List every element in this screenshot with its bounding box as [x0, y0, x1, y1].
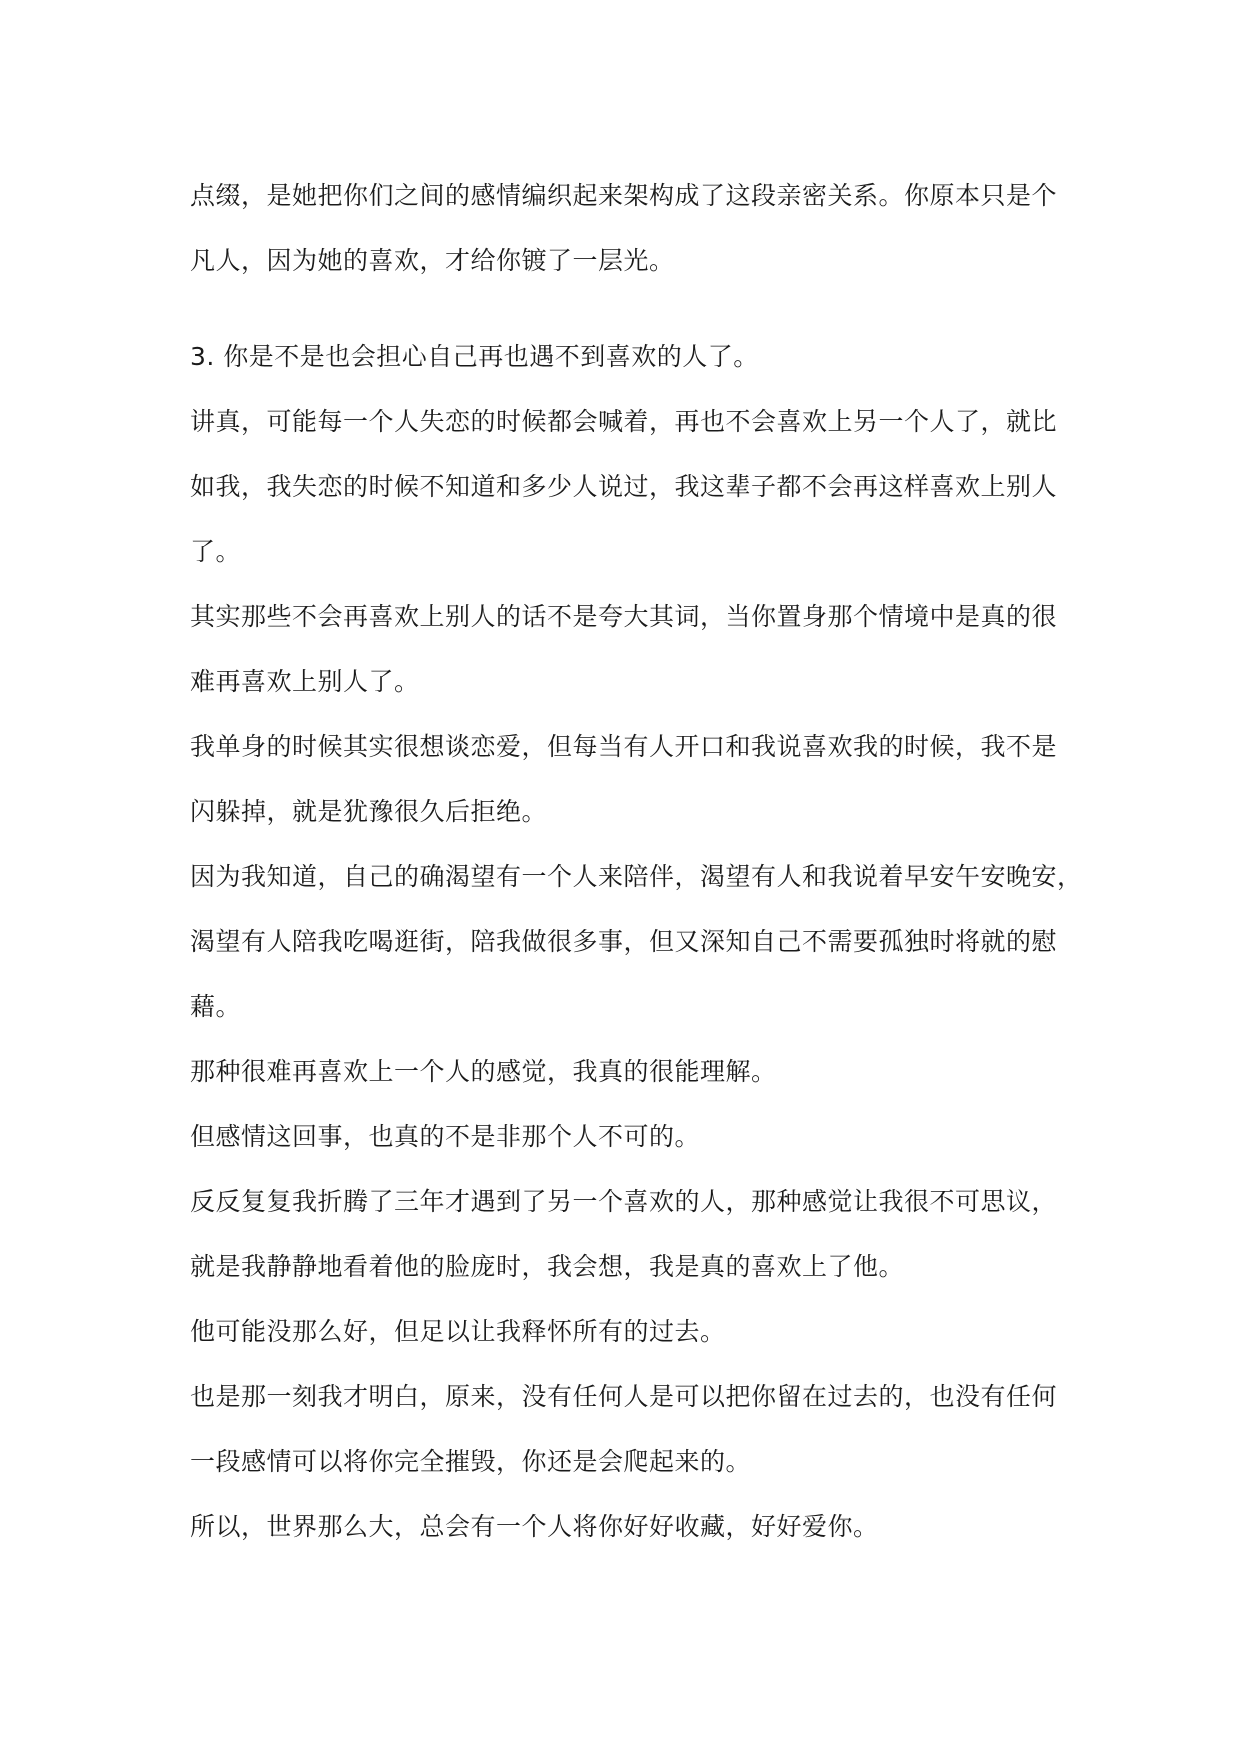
text-line: 我单身的时候其实很想谈恋爱，但每当有人开口和我说喜欢我的时候，我不是: [190, 732, 1058, 761]
text-line: 凡人，因为她的喜欢，才给你镀了一层光。: [190, 246, 675, 275]
text-line: 闪躲掉，就是犹豫很久后拒绝。: [190, 797, 548, 826]
text-line: 讲真，可能每一个人失恋的时候都会喊着，再也不会喜欢上另一个人了，就比: [190, 407, 1058, 436]
text-line: 一段感情可以将你完全摧毁，你还是会爬起来的。: [190, 1447, 752, 1476]
text-line: 但感情这回事，也真的不是非那个人不可的。: [190, 1122, 701, 1151]
text-line: 了。: [190, 537, 242, 566]
text-line: 难再喜欢上别人了。: [190, 667, 420, 696]
text-line: 如我，我失恋的时候不知道和多少人说过，我这辈子都不会再这样喜欢上别人: [190, 472, 1058, 501]
text-line: 所以，世界那么大，总会有一个人将你好好收藏，好好爱你。: [190, 1512, 879, 1541]
text-line: 也是那一刻我才明白，原来，没有任何人是可以把你留在过去的，也没有任何: [190, 1382, 1058, 1411]
text-line: 因为我知道，自己的确渴望有一个人来陪伴，渴望有人和我说着早安午安晚安，: [190, 862, 1083, 891]
text-line: 点缀，是她把你们之间的感情编织起来架构成了这段亲密关系。你原本只是个: [190, 181, 1058, 210]
text-line: 反反复复我折腾了三年才遇到了另一个喜欢的人，那种感觉让我很不可思议，: [190, 1187, 1058, 1216]
section-heading: 3. 你是不是也会担心自己再也遇不到喜欢的人了。: [190, 342, 759, 371]
text-line: 那种很难再喜欢上一个人的感觉，我真的很能理解。: [190, 1057, 777, 1086]
text-line: 其实那些不会再喜欢上别人的话不是夸大其词，当你置身那个情境中是真的很: [190, 602, 1058, 631]
text-line: 藉。: [190, 992, 242, 1021]
text-line: 渴望有人陪我吃喝逛街，陪我做很多事，但又深知自己不需要孤独时将就的慰: [190, 927, 1058, 956]
text-line: 他可能没那么好，但足以让我释怀所有的过去。: [190, 1317, 726, 1346]
text-line: 就是我静静地看着他的脸庞时，我会想，我是真的喜欢上了他。: [190, 1252, 905, 1281]
